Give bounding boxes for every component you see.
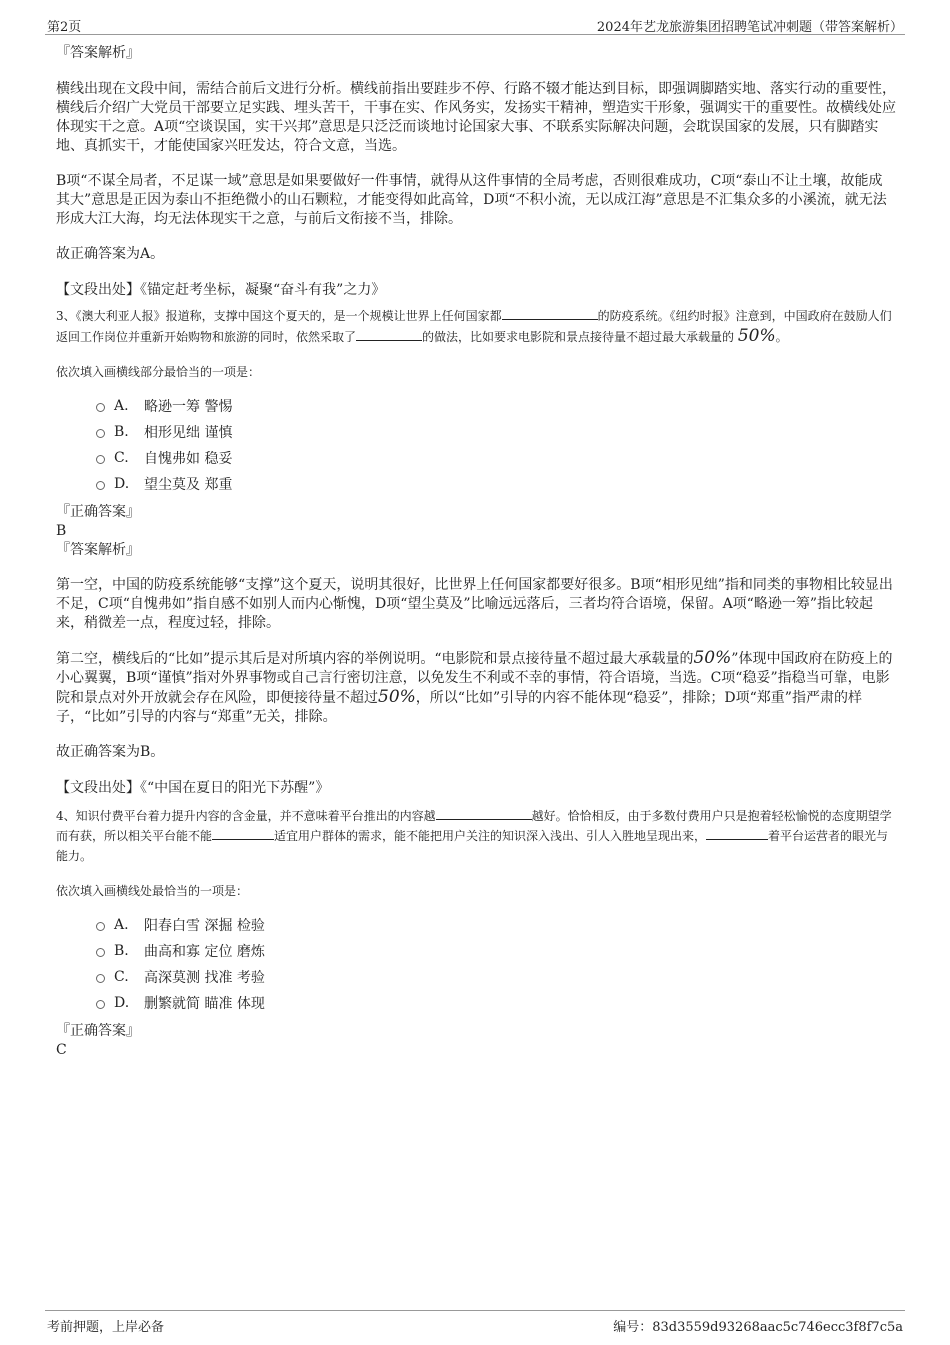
q4-blank-2	[212, 827, 274, 840]
q4-blank-3	[706, 827, 768, 840]
document-title: 2024年艺龙旅游集团招聘笔试冲刺题（带答案解析）	[596, 20, 903, 35]
q2-analysis-p2: B项“不谋全局者，不足谋一域”意思是如果要做好一件事情，就得从这件事情的全局考虑，否则很难成功，C项“泰山不让土壤，故能成其大”意思是正因为泰山不拒绝微小的山石颗粒，才能变得如此高耸，D项“不积小流，无以成江海”意思是不汇集众多的小溪流，就无法形成大江大海，均无法体现实干之意，与前后文衔接不当，排除。	[56, 173, 887, 227]
q4-prompt: 依次填入画横线处最恰当的一项是：	[56, 884, 249, 898]
q3-analysis-label: 『答案解析』	[56, 542, 140, 558]
page-footer	[45, 1310, 905, 1335]
q3-prompt: 依次填入画横线部分最恰当的一项是：	[56, 365, 261, 379]
q3-conclusion: 故正确答案为B。	[56, 744, 165, 760]
radio-icon[interactable]	[96, 922, 105, 931]
q3-analysis-percent-2: 50%	[378, 687, 416, 707]
q3-analysis-p2: 第二空，横线后的“比如”提示其后是对所填内容的举例说明。“电影院和景点接待量不超过最大承载量的50%”体现中国政府在防疫上的小心翼翼，B项“谨慎”指对外界事物或自己言行密切注意，以免发生不利或不幸的事情，符合语境，当选。C项“稳妥”指稳当可靠，电影院和景点对外开放就会存在风险，即便接待量不超过50%，所以“比如”引导的内容不能体现“稳妥”，排除；D项“郑重”指严肃的样子，“比如”引导的内容与“郑重”无关，排除。	[56, 648, 893, 725]
radio-icon[interactable]	[96, 974, 105, 983]
q4-correct-label: 『正确答案』	[56, 1023, 140, 1039]
q4-correct-answer: C	[56, 1042, 67, 1058]
q2-analysis-p1: 横线出现在文段中间，需结合前后文进行分析。横线前指出要跬步不停、行路不辍才能达到目标，即强调脚踏实地、落实行动的重要性，横线后介绍广大党员干部要立足实践、埋头苦干，干事在实、作风务实，发扬实干精神，塑造实干形象，强调实干的重要性。故横线处应体现实干之意。A项“空谈误国，实干兴邦”意思是只泛泛而谈地讨论国家大事、不联系实际解决问题，会耽误国家的发展，只有脚踏实地、真抓实干，才能使国家兴旺发达，符合文意，当选。	[56, 81, 896, 154]
q4-blank-1	[436, 807, 532, 820]
footer-slogan: 考前押题，上岸必备	[47, 1320, 165, 1335]
page-number: 第2页	[47, 20, 82, 35]
document-id: 编号：83d3559d93268aac5c746ecc3f8f7c5a	[613, 1320, 903, 1335]
q3-option-b[interactable]: B. 相形见绌 谨慎	[96, 419, 896, 445]
q3-blank-2	[356, 328, 422, 341]
q2-conclusion: 故正确答案为A。	[56, 246, 165, 262]
q3-analysis-percent-1: 50%	[693, 648, 732, 668]
q3-correct-label: 『正确答案』	[56, 504, 140, 520]
radio-icon[interactable]	[96, 481, 105, 490]
radio-icon[interactable]	[96, 429, 105, 438]
q3-percent: 50%	[737, 326, 776, 346]
q4-option-a[interactable]: A. 阳春白雪 深掘 检验	[96, 912, 896, 938]
q3-option-a[interactable]: A. 略逊一筹 警惕	[96, 393, 896, 419]
radio-icon[interactable]	[96, 1000, 105, 1009]
q2-source: 【文段出处】《锚定赶考坐标，凝聚“奋斗有我”之力》	[56, 282, 386, 298]
q3-blank-1	[502, 307, 598, 320]
page-header	[45, 14, 905, 35]
radio-icon[interactable]	[96, 403, 105, 412]
q3-analysis-p1: 第一空，中国的防疫系统能够“支撑”这个夏天，说明其很好，比世界上任何国家都要好很多。B项“相形见绌”指和同类的事物相比较显出不足，C项“自愧弗如”指自感不如别人而内心惭愧，D项“望尘莫及”比喻远远落后，三者均符合语境，保留。A项“略逊一筹”指比较起来，稍微差一点，程度过轻，排除。	[56, 577, 893, 631]
q2-analysis-label: 『答案解析』	[56, 45, 140, 61]
page-content	[56, 44, 896, 1060]
radio-icon[interactable]	[96, 948, 105, 957]
q3-question: 3、《澳大利亚人报》报道称，支撑中国这个夏天的，是一个规模让世界上任何国家都 的防疫系统。《纽约时报》注意到，中国政府在鼓励人们返回工作岗位并重新开始购物和旅游的同时，依然采取了 的做法，比如要求电影院和景点接待量不超过最大承载量的 50%。	[56, 309, 892, 346]
q4-option-c[interactable]: C. 高深莫测 找准 考验	[96, 964, 896, 990]
q4-question: 4、知识付费平台着力提升内容的含金量，并不意味着平台推出的内容越 越好。恰恰相反，由于多数付费用户只是抱着轻松愉悦的态度期望学而有获，所以相关平台能不能 适宜用户群体的需求，能不能把用户关注的知识深入浅出、引人入胜地呈现出来， 着平台运营者的眼光与能力。	[56, 809, 892, 863]
q3-correct-answer: B	[56, 523, 67, 539]
q3-options	[96, 393, 896, 497]
q4-options	[96, 912, 896, 1016]
q4-option-b[interactable]: B. 曲高和寡 定位 磨炼	[96, 938, 896, 964]
q3-option-c[interactable]: C. 自愧弗如 稳妥	[96, 445, 896, 471]
q4-option-d[interactable]: D. 删繁就简 瞄准 体现	[96, 990, 896, 1016]
q3-source: 【文段出处】《“中国在夏日的阳光下苏醒”》	[56, 780, 330, 796]
q3-option-d[interactable]: D. 望尘莫及 郑重	[96, 471, 896, 497]
radio-icon[interactable]	[96, 455, 105, 464]
